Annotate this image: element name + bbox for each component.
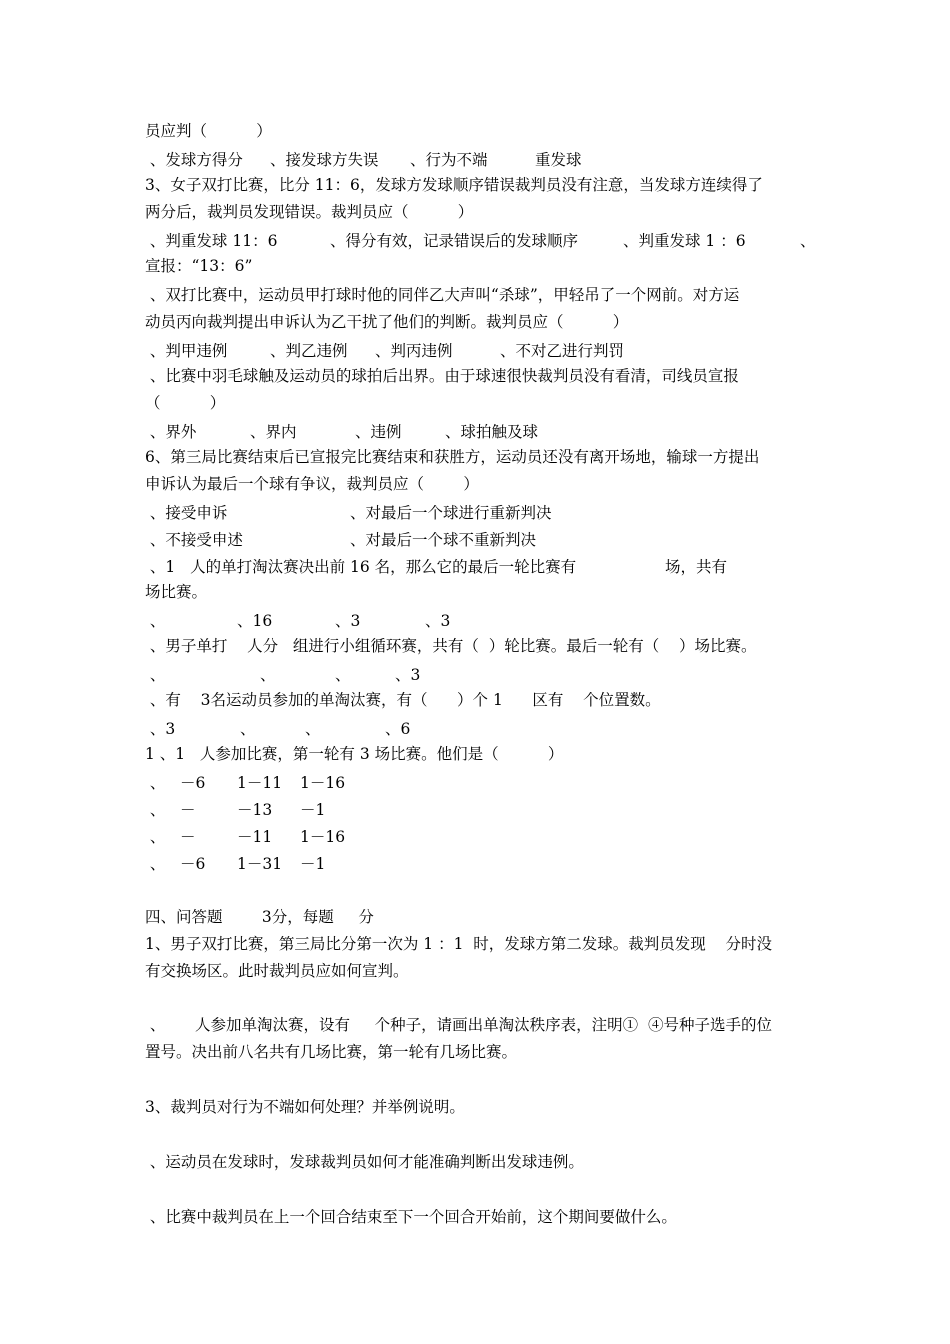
q8-options: [145, 663, 825, 683]
option-c: 、: [335, 666, 351, 684]
pair-2: －13: [237, 801, 273, 819]
option-d: 、: [800, 232, 816, 250]
option-a: 、判甲违例: [145, 342, 228, 360]
q4-options: [145, 339, 825, 359]
section-heading: 四、问答题 3分，每题 分: [145, 908, 374, 926]
essay-q2-line2: 置号。决出前八名共有几场比赛，第一轮有几场比赛。: [145, 1043, 518, 1061]
q5-stem-line2: （ ）: [145, 394, 226, 412]
pair-1: －: [180, 801, 196, 819]
option-a: 、接受申诉: [145, 504, 228, 522]
option-a: 、: [145, 612, 166, 630]
q7-stem-line2: 场比赛。: [145, 583, 208, 601]
pair-1: －: [180, 828, 196, 846]
option-a: 、3: [145, 720, 176, 738]
pair-3: 1－16: [300, 828, 346, 846]
option-d: 、3: [395, 666, 421, 684]
option-c: 、违例: [355, 423, 402, 441]
essay-q5: 、比赛中裁判员在上一个回合结束至下一个回合开始前，这个期间要做什么。: [145, 1208, 677, 1226]
q3-stem-line1: 3、女子双打比赛，比分 11：6，发球方发球顺序错误裁判员没有注意，当发球方连续得了: [145, 176, 763, 194]
q6-stem-line2: 申诉认为最后一个球有争议，裁判员应（ ）: [145, 475, 479, 493]
q5-stem-line1: 、比赛中羽毛球触及运动员的球拍后出界。由于球速很快裁判员没有看清，司线员宣报: [145, 367, 739, 385]
option-a: 、界外: [145, 423, 197, 441]
option-d: 、对最后一个球不重新判决: [350, 531, 537, 549]
option-c: 、行为不端: [410, 151, 488, 169]
q10-option-a: [145, 771, 825, 791]
essay-q1-line2: 有交换场区。此时裁判员应如何宣判。: [145, 962, 409, 980]
option-marker: 、: [145, 774, 166, 792]
option-b: 、对最后一个球进行重新判决: [350, 504, 552, 522]
option-b: 、16: [237, 612, 273, 630]
option-b: 、界内: [250, 423, 297, 441]
q10-option-d: [145, 852, 825, 872]
q2-stem: 员应判（ ）: [145, 122, 272, 140]
essay-q3: 3、裁判员对行为不端如何处理？并举例说明。: [145, 1098, 465, 1116]
q3-option-d-text: 宣报：“13：6”: [145, 257, 253, 275]
pair-3: 1－16: [300, 774, 346, 792]
option-b: 、: [260, 666, 276, 684]
q4-stem-line1: 、双打比赛中，运动员甲打球时他的同伴乙大声叫“杀球”，甲轻吊了一个网前。对方运: [145, 286, 740, 304]
pair-3: －1: [300, 855, 326, 873]
pair-1: －6: [180, 855, 206, 873]
pair-3: －1: [300, 801, 326, 819]
option-b: 、判乙违例: [270, 342, 348, 360]
option-b: 、接发球方失误: [270, 151, 379, 169]
option-marker: 、: [145, 855, 166, 873]
q9-options: [145, 717, 825, 737]
option-d: 、3: [425, 612, 451, 630]
option-a: 、: [145, 666, 166, 684]
option-a: 、判重发球 11：6: [145, 232, 278, 250]
q5-options: [145, 420, 825, 440]
option-c: 、判丙违例: [375, 342, 453, 360]
essay-q2-line1: 、 人参加单淘汰赛，设有 个种子，请画出单淘汰秩序表，注明① ④号种子选手的位: [145, 1016, 772, 1034]
pair-2: －11: [237, 828, 273, 846]
essay-q1-line1: 1、男子双打比赛，第三局比分第一次为 1 ：1 时，发球方第二发球。裁判员发现 分时没: [145, 935, 773, 953]
q7-stem-text: 、1 人的单打淘汰赛决出前 16 名，那么它的最后一轮比赛有: [145, 558, 577, 576]
q4-stem-line2: 动员丙向裁判提出申诉认为乙干扰了他们的判断。裁判员应（ ）: [145, 313, 629, 331]
option-marker: 、: [145, 828, 166, 846]
q3-options: [145, 229, 825, 249]
q7-options: [145, 609, 825, 629]
q2-options: [145, 148, 825, 168]
pair-2: 1－11: [237, 774, 283, 792]
option-d: 、6: [385, 720, 411, 738]
option-c: 、: [305, 720, 321, 738]
q3-stem-line2: 两分后，裁判员发现错误。裁判员应（ ）: [145, 203, 474, 221]
q6-stem-line1: 6、第三局比赛结束后已宣报完比赛结束和获胜方，运动员还没有离开场地，输球一方提出: [145, 448, 760, 466]
q9-stem: 、有 3名运动员参加的单淘汰赛，有（ ）个 1 区有 个位置数。: [145, 691, 661, 709]
option-b: 、: [240, 720, 256, 738]
q10-option-b: [145, 798, 825, 818]
q6-options-cd: [145, 528, 825, 548]
q7-stem-tail: 场，共有: [665, 558, 728, 576]
pair-1: －6: [180, 774, 206, 792]
q10-stem: 1 、1 人参加比赛，第一轮有 3 场比赛。他们是（ ）: [145, 745, 564, 763]
option-d: 、球拍触及球: [445, 423, 539, 441]
option-b: 、得分有效，记录错误后的发球顺序: [330, 232, 579, 250]
q7-stem-line1: [145, 555, 825, 575]
q6-options-ab: [145, 501, 825, 521]
option-a: 、发球方得分: [145, 151, 243, 169]
option-c: 、判重发球 1 ：6: [623, 232, 746, 250]
option-marker: 、: [145, 801, 166, 819]
option-d: 、不对乙进行判罚: [500, 342, 625, 360]
q10-option-c: [145, 825, 825, 845]
option-c: 、3: [335, 612, 361, 630]
q8-stem: 、男子单打 人分 组进行小组循环赛，共有（ ）轮比赛。最后一轮有（ ）场比赛。: [145, 637, 757, 655]
pair-2: 1－31: [237, 855, 283, 873]
option-d: 重发球: [535, 151, 582, 169]
essay-q4: 、运动员在发球时，发球裁判员如何才能准确判断出发球违例。: [145, 1153, 584, 1171]
option-c: 、不接受申述: [145, 531, 243, 549]
